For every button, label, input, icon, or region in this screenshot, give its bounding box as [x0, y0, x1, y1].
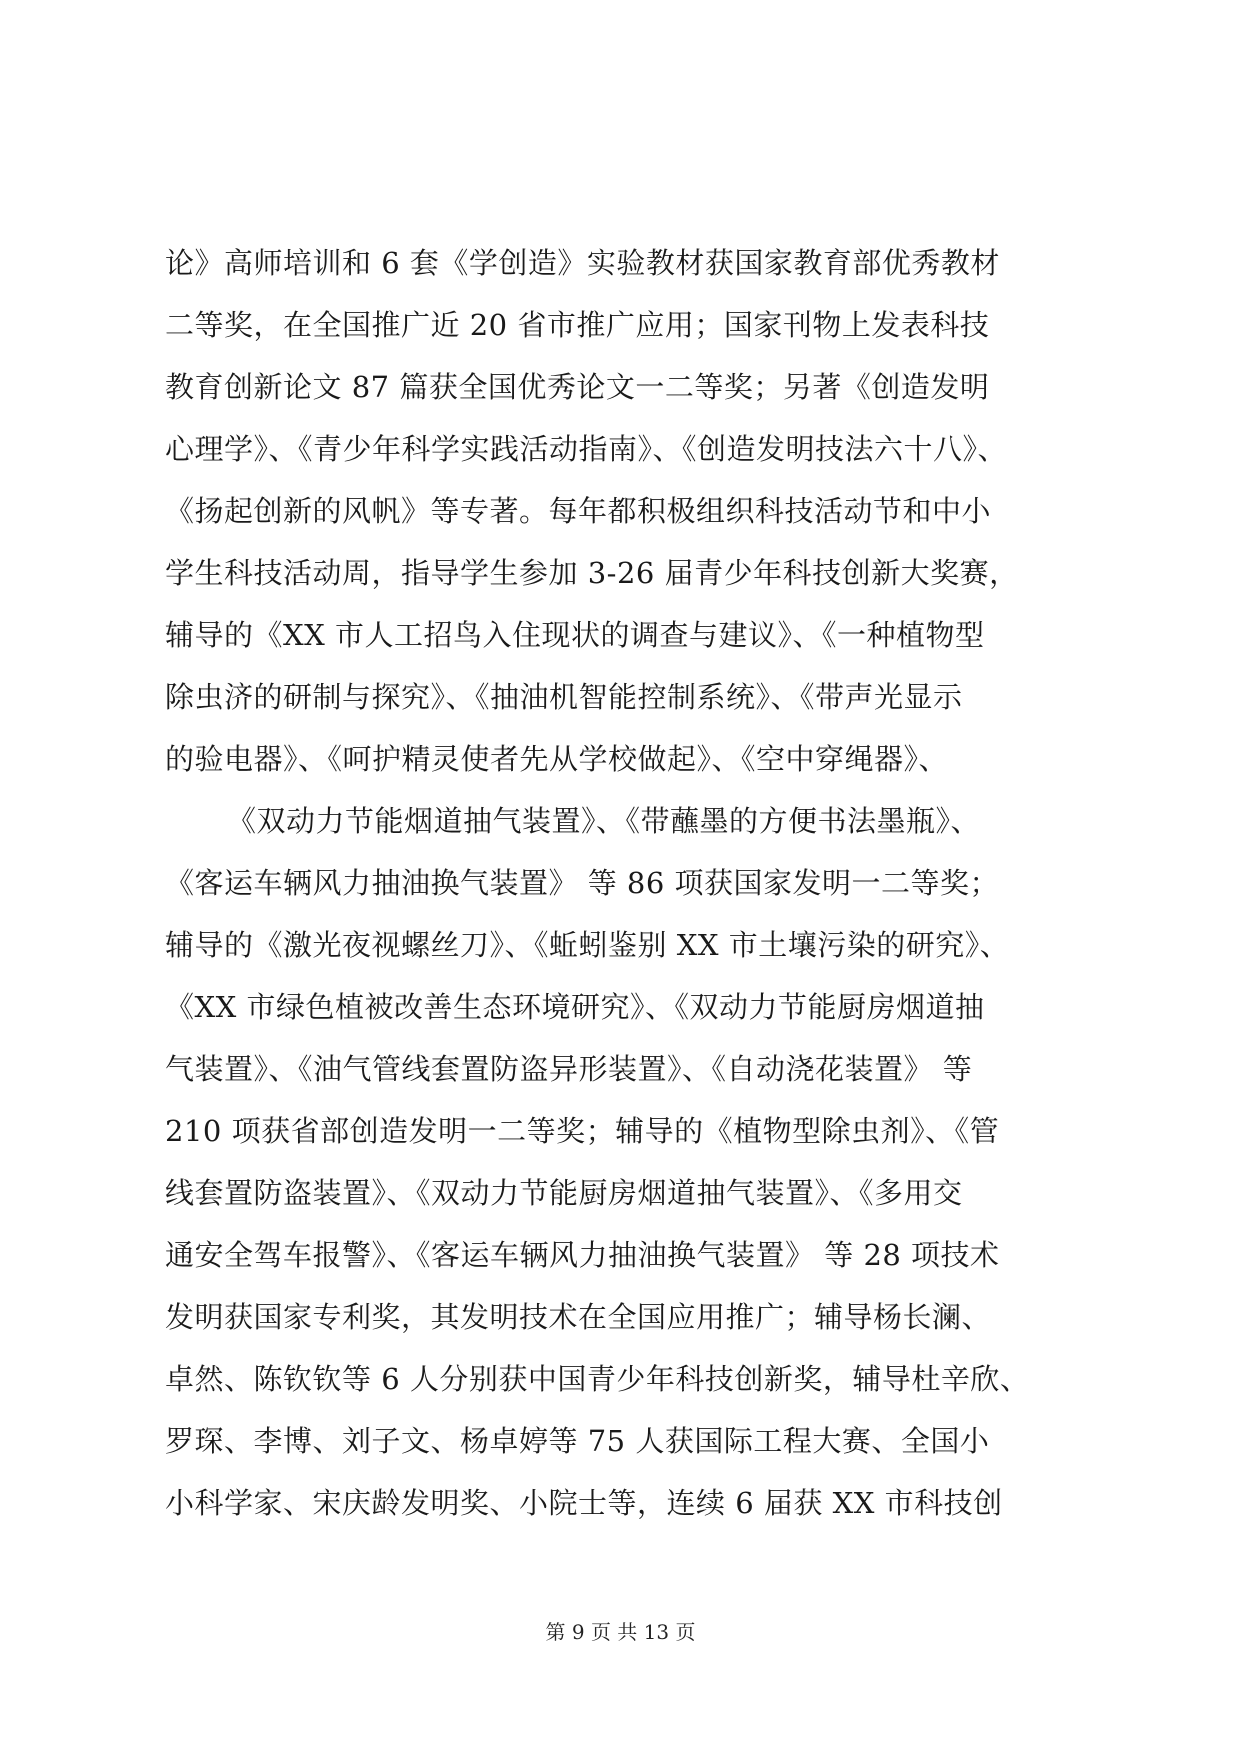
- text-line: 心理学》、《青少年科学实践活动指南》、《创造发明技法六十八》、: [165, 432, 1008, 466]
- text-line: 《客运车辆风力抽油换气装置》 等 86 项获国家发明一二等奖；: [165, 866, 1000, 900]
- text-line: 《XX 市绿色植被改善生态环境研究》、《双动力节能厨房烟道抽: [165, 990, 985, 1024]
- text-line: 辅导的《XX 市人工招鸟入住现状的调查与建议》、《一种植物型: [165, 618, 985, 652]
- text-line: 论》高师培训和 6 套《学创造》实验教材获国家教育部优秀教材: [165, 246, 1000, 280]
- text-line: 学生科技活动周，指导学生参加 3-26 届青少年科技创新大奖赛，: [165, 556, 1019, 590]
- text-line: 教育创新论文 87 篇获全国优秀论文一二等奖；另著《创造发明: [165, 370, 990, 404]
- body-text: [165, 232, 1105, 1534]
- text-line: 卓然、陈钦钦等 6 人分别获中国青少年科技创新奖，辅导杜辛欣、: [165, 1362, 1030, 1396]
- text-line: 210 项获省部创造发明一二等奖；辅导的《植物型除虫剂》、《管: [165, 1114, 1000, 1148]
- text-line: 除虫济的研制与探究》、《抽油机智能控制系统》、《带声光显示: [165, 680, 963, 714]
- text-line: 线套置防盗装置》、《双动力节能厨房烟道抽气装置》、《多用交: [165, 1176, 963, 1210]
- text-line: 罗琛、李博、刘子文、杨卓婷等 75 人获国际工程大赛、全国小: [165, 1424, 990, 1458]
- text-line: 通安全驾车报警》、《客运车辆风力抽油换气装置》 等 28 项技术: [165, 1238, 1000, 1272]
- text-line: 气装置》、《油气管线套置防盗异形装置》、《自动浇花装置》 等: [165, 1052, 973, 1086]
- text-line: 发明获国家专利奖，其发明技术在全国应用推广；辅导杨长澜、: [165, 1300, 992, 1334]
- text-line: 《扬起创新的风帆》等专著。每年都积极组织科技活动节和中小: [165, 494, 992, 528]
- paragraph-start-line: 《双动力节能烟道抽气装置》、《带蘸墨的方便书法墨瓶》、: [227, 804, 981, 838]
- text-line: 的验电器》、《呵护精灵使者先从学校做起》、《空中穿绳器》、: [165, 742, 949, 776]
- text-line: 小科学家、宋庆龄发明奖、小院士等，连续 6 届获 XX 市科技创: [165, 1486, 1003, 1520]
- text-line: 辅导的《激光夜视螺丝刀》、《蚯蚓鉴别 XX 市土壤污染的研究》、: [165, 928, 1010, 962]
- page-number-footer: 第 9 页 共 13 页: [545, 1620, 696, 1644]
- text-line: 二等奖，在全国推广近 20 省市推广应用；国家刊物上发表科技: [165, 308, 990, 342]
